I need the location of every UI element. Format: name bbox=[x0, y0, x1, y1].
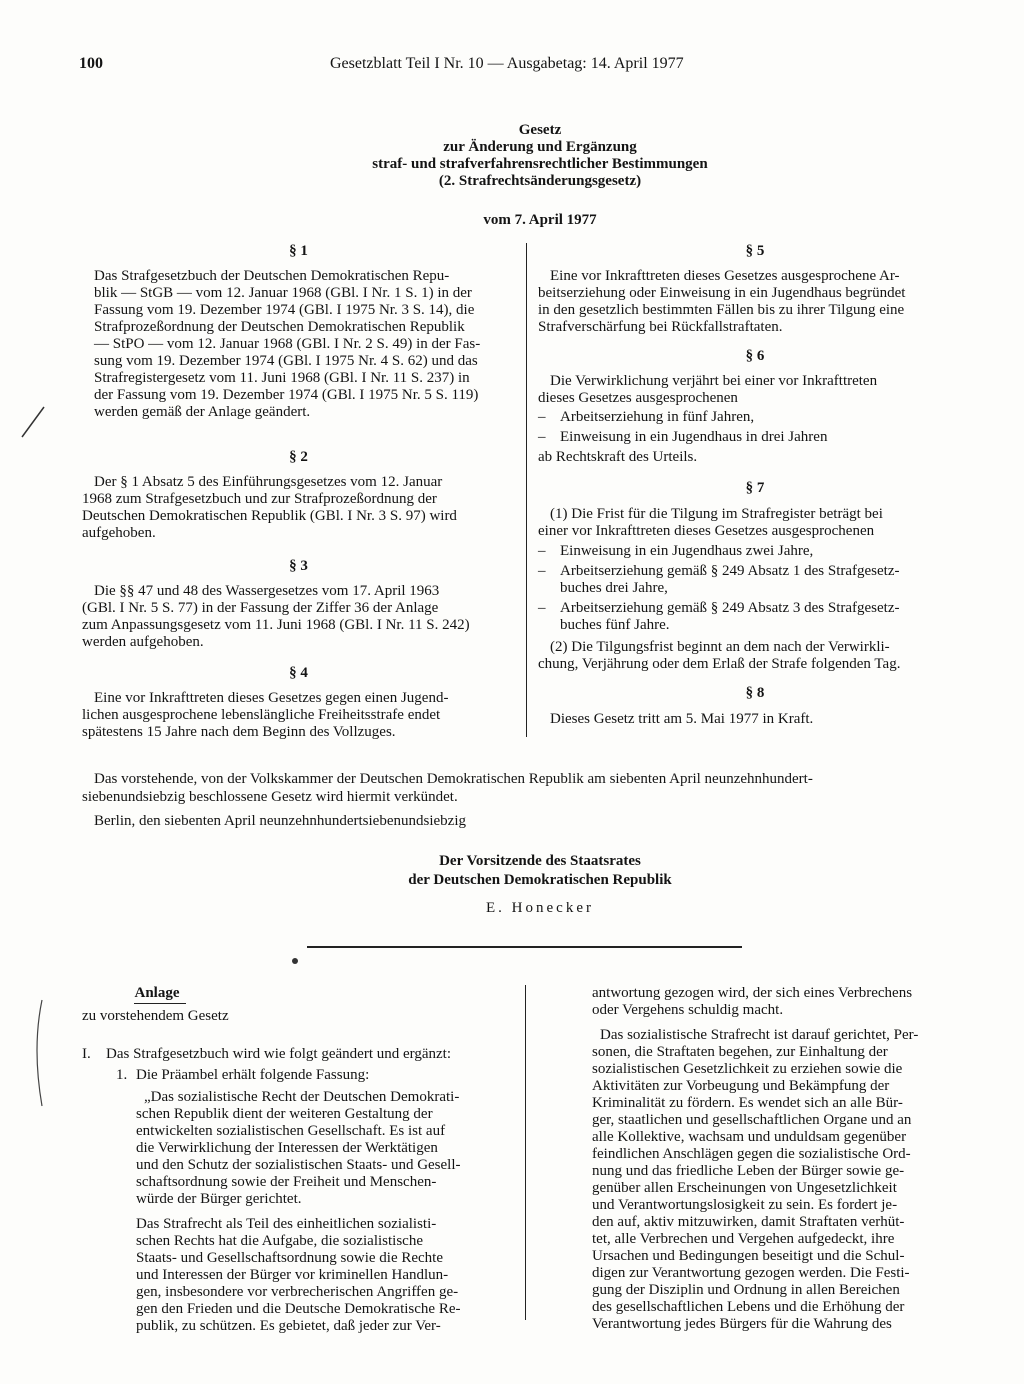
text-line: tet, alle Verbrechen und Vergehen aufgedeckt, ihre bbox=[592, 1231, 895, 1247]
text-line: gen, insbesondere vor verbrecherischen Angriffen ge- bbox=[136, 1284, 459, 1300]
pencil-mark-icon bbox=[18, 405, 48, 439]
section-heading: § 2 bbox=[289, 449, 308, 465]
place-date: Berlin, den siebenten April neunzehnhundertsiebenundsiebzig bbox=[94, 813, 466, 829]
text-line: feindlichen Anschlägen gegen die sozialistische Ord- bbox=[592, 1146, 911, 1162]
section-text bbox=[538, 639, 972, 673]
signature-block bbox=[300, 852, 780, 890]
text-line: ger, staatlichen und gesellschaftlichen Organe und an bbox=[592, 1112, 912, 1128]
text-line: gen den Frieden und die Deutsche Demokratische Re- bbox=[136, 1301, 461, 1317]
text-line: werden gemäß der Anlage geändert. bbox=[94, 404, 311, 420]
left-column bbox=[82, 243, 515, 741]
text-line: digen zur Verantwortung gezogen werden. Die Festi- bbox=[592, 1265, 910, 1281]
text-line: antwortung gezogen wird, der sich eines Verbrechens bbox=[592, 985, 913, 1001]
column-divider bbox=[525, 985, 526, 1320]
preamble-text bbox=[136, 1089, 514, 1335]
text-line: gung der Disziplin und Ordnung in allen Bereichen bbox=[592, 1282, 900, 1298]
anlage-item-number: 1. bbox=[116, 1067, 128, 1083]
text-line: oder Vergehens schuldig macht. bbox=[592, 1002, 784, 1018]
text-line: Das vorstehende, von der Volkskammer der Deutschen Demokratischen Republik am siebenten April neunzehnhundert- bbox=[94, 771, 813, 787]
text-line: einer vor Inkrafttreten dieses Gesetzes ausgesprochenen bbox=[538, 523, 875, 539]
signatory-name: E. Honecker bbox=[486, 900, 594, 916]
dash-marker: – bbox=[538, 429, 546, 445]
text-line: Das sozialistische Strafrecht ist darauf gerichtet, Per- bbox=[600, 1027, 919, 1043]
text-line: Strafprozeßordnung der Deutschen Demokratischen Republik bbox=[94, 319, 465, 335]
text-line: Ursachen und Bedingungen beseitigt und die Schul- bbox=[592, 1248, 905, 1264]
text-line: Die §§ 47 und 48 des Wassergesetzes vom 17. April 1963 bbox=[94, 583, 440, 599]
text-line: alle Kollektive, wachsam und unduldsam gegenüber bbox=[592, 1129, 907, 1145]
anlage-section-number: I. bbox=[82, 1046, 91, 1062]
text-line: sung vom 19. Dezember 1974 (GBl. I 1975 Nr. 4 S. 62) und das bbox=[94, 353, 478, 369]
ink-dot bbox=[292, 958, 298, 964]
text-line: schen Rechts hat die Aufgabe, die sozialistische bbox=[136, 1233, 423, 1249]
section-text bbox=[538, 506, 972, 540]
text-line: genüber allen Erscheinungen von Ungesetzlichkeit bbox=[592, 1180, 897, 1196]
list-item bbox=[538, 429, 972, 446]
section-text: Dieses Gesetz tritt am 5. Mai 1977 in Kraft. bbox=[550, 711, 814, 727]
list-item bbox=[538, 600, 972, 634]
text-line: Kriminalität zu fördern. Es wendet sich an alle Bür- bbox=[592, 1095, 903, 1111]
text-line: würde der Bürger gerichtet. bbox=[136, 1191, 302, 1207]
law-title bbox=[260, 122, 820, 190]
section-heading: § 6 bbox=[745, 348, 765, 364]
text-line: (GBl. I Nr. 5 S. 77) in der Fassung der Ziffer 36 der Anlage bbox=[82, 600, 439, 616]
page-number: 100 bbox=[79, 55, 103, 72]
text-line: spätestens 15 Jahre nach dem Beginn des Vollzuges. bbox=[82, 724, 396, 740]
section-text: ab Rechtskraft des Urteils. bbox=[538, 449, 698, 465]
dash-marker: – bbox=[538, 600, 546, 616]
text-line: buches fünf Jahre. bbox=[560, 617, 670, 633]
pencil-bracket-icon bbox=[28, 998, 48, 1108]
text-line: nung und das friedliche Leben der Bürger sowie ge- bbox=[592, 1163, 905, 1179]
law-date: vom 7. April 1977 bbox=[483, 212, 597, 228]
text-line: 1968 zum Strafgesetzbuch und zur Strafprozeßordnung der bbox=[82, 491, 437, 507]
text-line: und Interessen der Bürger vor kriminellen Handlun- bbox=[136, 1267, 449, 1283]
running-title: Gesetzblatt Teil I Nr. 10 — Ausgabetag: 14. April 1977 bbox=[330, 55, 684, 72]
text-line: Fassung vom 19. Dezember 1974 (GBl. I 1975 Nr. 3 S. 14), die bbox=[94, 302, 475, 318]
section-heading: § 3 bbox=[289, 558, 308, 574]
text-line: zum Anpassungsgesetz vom 11. Juni 1968 (GBl. I Nr. 11 S. 242) bbox=[82, 617, 470, 633]
column-divider bbox=[526, 243, 527, 737]
text-line: Arbeitserziehung gemäß § 249 Absatz 1 des Strafgesetz- bbox=[560, 563, 900, 579]
text-line: lichen ausgesprochene lebenslängliche Freiheitsstrafe endet bbox=[82, 707, 441, 723]
text-line: Aktivitäten zur Vorbeugung und Bekämpfung der bbox=[592, 1078, 890, 1094]
signatory-title: Der Vorsitzende des Staatsrates bbox=[439, 853, 641, 869]
text-line: Das Strafgesetzbuch der Deutschen Demokratischen Repu- bbox=[94, 268, 450, 284]
title-line: Gesetz bbox=[518, 122, 562, 138]
text-line: schen Republik dient der weiteren Gestaltung der bbox=[136, 1106, 433, 1122]
text-line: aufgehoben. bbox=[82, 525, 156, 541]
section-heading: § 7 bbox=[745, 480, 765, 496]
list-item-text: Arbeitserziehung in fünf Jahren, bbox=[560, 409, 755, 425]
title-line: zur Änderung und Ergänzung bbox=[443, 139, 637, 155]
anlage-subheading: zu vorstehendem Gesetz bbox=[82, 1008, 229, 1024]
text-line: Eine vor Inkrafttreten dieses Gesetzes ausgesprochene Ar- bbox=[550, 268, 900, 284]
dash-marker: – bbox=[538, 409, 546, 425]
text-line: publik, zu schützen. Es gebietet, daß jeder zur Ver- bbox=[136, 1318, 441, 1334]
text-line: Strafregistergesetz vom 11. Juni 1968 (GBl. I Nr. 11 S. 237) in bbox=[94, 370, 470, 386]
dash-marker: – bbox=[538, 543, 546, 559]
text-line: (1) Die Frist für die Tilgung im Strafregister beträgt bei bbox=[550, 506, 883, 522]
text-line: der Fassung vom 19. Dezember 1974 (GBl. I 1975 Nr. 5 S. 119) bbox=[94, 387, 479, 403]
list-item-text bbox=[560, 563, 972, 597]
text-line: „Das sozialistische Recht der Deutschen Demokrati- bbox=[144, 1089, 460, 1105]
text-line: Arbeitserziehung gemäß § 249 Absatz 3 des Strafgesetz- bbox=[560, 600, 900, 616]
section-text bbox=[82, 268, 515, 421]
anlage-heading: Anlage bbox=[134, 985, 180, 1001]
text-line: siebenundsiebzig beschlossene Gesetz wird hiermit verkündet. bbox=[82, 789, 458, 805]
list-item bbox=[538, 409, 972, 426]
promulgation-text bbox=[82, 770, 972, 806]
text-line: die Verwirklichung der Interessen der Werktätigen bbox=[136, 1140, 438, 1156]
dash-marker: – bbox=[538, 563, 546, 579]
signatory-title: der Deutschen Demokratischen Republik bbox=[408, 872, 672, 888]
section-text bbox=[82, 474, 515, 542]
section-heading: § 8 bbox=[745, 685, 765, 701]
text-line: Deutschen Demokratischen Republik (GBl. I Nr. 3 S. 97) wird bbox=[82, 508, 457, 524]
text-line: (2) Die Tilgungsfrist beginnt an dem nach der Verwirkli- bbox=[550, 639, 890, 655]
text-line: dieses Gesetzes ausgesprochenen bbox=[538, 390, 738, 406]
section-text bbox=[82, 583, 515, 651]
section-text bbox=[538, 268, 972, 336]
preamble-text-continued bbox=[592, 985, 972, 1333]
text-line: blik — StGB — vom 12. Januar 1968 (GBl. I Nr. 1 S. 1) in der bbox=[94, 285, 472, 301]
text-line: Die Verwirklichung verjährt bei einer vor Inkrafttreten bbox=[550, 373, 878, 389]
text-line: Der § 1 Absatz 5 des Einführungsgesetzes vom 12. Januar bbox=[94, 474, 443, 490]
text-line: und den Schutz der sozialistischen Staats- und Gesell- bbox=[136, 1157, 461, 1173]
text-line: des gesellschaftlichen Lebens und die Erhöhung der bbox=[592, 1299, 905, 1315]
text-line: beitserziehung oder Einweisung in ein Jugendhaus begründet bbox=[538, 285, 906, 301]
text-line: schaftsordnung sowie der Freiheit und Menschen- bbox=[136, 1174, 437, 1190]
text-line: und Verantwortungslosigkeit zu sein. Es fordert je- bbox=[592, 1197, 898, 1213]
title-line: straf- und strafverfahrensrechtlicher Bestimmungen bbox=[372, 156, 708, 172]
right-column bbox=[538, 243, 972, 728]
section-heading: § 1 bbox=[289, 243, 308, 259]
title-line: (2. Strafrechtsänderungsgesetz) bbox=[438, 173, 642, 189]
text-line: buches drei Jahre, bbox=[560, 580, 668, 596]
text-line: Staats- und Gesellschaftsordnung sowie die Rechte bbox=[136, 1250, 444, 1266]
list-item-text: Einweisung in ein Jugendhaus in drei Jahren bbox=[560, 429, 828, 445]
text-line: Eine vor Inkrafttreten dieses Gesetzes gegen einen Jugend- bbox=[94, 690, 449, 706]
heading-underline bbox=[134, 1003, 186, 1004]
text-line: in den gesetzlich bestimmten Fällen bis zu ihrer Tilgung eine bbox=[538, 302, 905, 318]
list-item-text bbox=[560, 600, 972, 634]
text-line: sonen, die Straftaten begehen, zur Einhaltung der bbox=[592, 1044, 888, 1060]
text-line: Strafverschärfung bei Rückfallstraftaten. bbox=[538, 319, 783, 335]
anlage-item-text: Die Präambel erhält folgende Fassung: bbox=[136, 1067, 370, 1083]
text-line: chung, Verjährung oder dem Erlaß der Strafe folgenden Tag. bbox=[538, 656, 901, 672]
text-line: sozialistischen Gesetzlichkeit zu erziehen sowie die bbox=[592, 1061, 903, 1077]
text-line: Das Strafrecht als Teil des einheitlichen sozialisti- bbox=[136, 1216, 437, 1232]
separator-rule bbox=[307, 946, 742, 948]
anlage-section-text: Das Strafgesetzbuch wird wie folgt geändert und ergänzt: bbox=[106, 1046, 452, 1062]
section-text bbox=[82, 690, 515, 741]
list-item bbox=[538, 563, 972, 597]
text-line: — StPO — vom 12. Januar 1968 (GBl. I Nr. 2 S. 49) in der Fas- bbox=[94, 336, 481, 352]
text-line: den auf, aktiv mitzuwirken, damit Straftaten verhüt- bbox=[592, 1214, 905, 1230]
section-heading: § 5 bbox=[745, 243, 765, 259]
list-item-text: Einweisung in ein Jugendhaus zwei Jahre, bbox=[560, 543, 814, 559]
list-item bbox=[538, 543, 972, 560]
text-line: entwickelten sozialistischen Gesellschaft. Es ist auf bbox=[136, 1123, 446, 1139]
text-line: Verantwortung jedes Bürgers für die Wahrung des bbox=[592, 1316, 892, 1332]
text-line: werden aufgehoben. bbox=[82, 634, 204, 650]
section-heading: § 4 bbox=[289, 665, 308, 681]
section-text bbox=[538, 373, 972, 407]
